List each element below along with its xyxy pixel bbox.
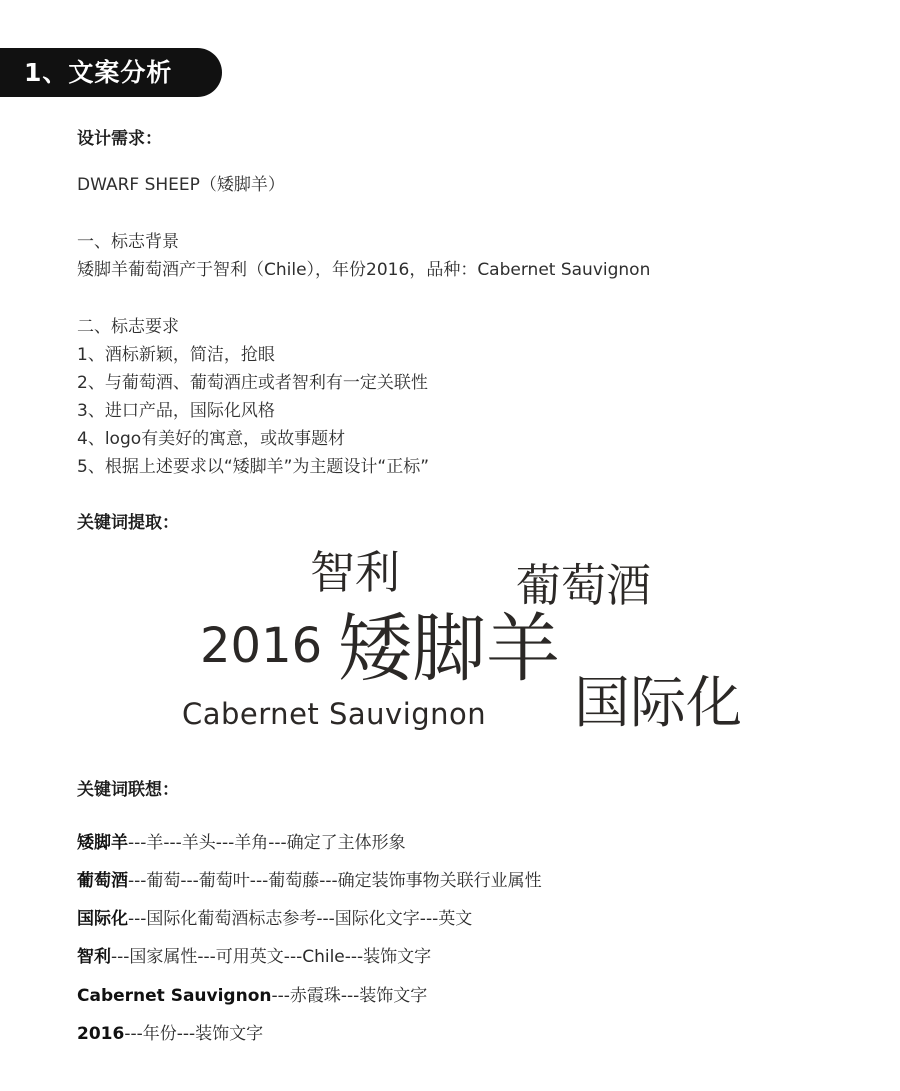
project-name: DWARF SHEEP（矮脚羊） (77, 175, 285, 195)
association-row (77, 904, 472, 929)
association-keyword: 智利 (77, 947, 111, 967)
background-heading: 一、标志背景 (77, 232, 179, 252)
requirement-item: 1、酒标新颖，简洁，抢眼 (77, 345, 275, 365)
keyword-chile: 智利 (310, 546, 401, 599)
association-keyword: 国际化 (77, 909, 128, 929)
association-keyword: 葡萄酒 (77, 871, 128, 891)
association-row (77, 828, 406, 853)
association-chain: ---年份---装饰文字 (124, 1024, 264, 1044)
requirement-item: 5、根据上述要求以“矮脚羊”为主题设计“正标” (77, 457, 430, 477)
association-keyword: Cabernet Sauvignon (77, 986, 272, 1006)
association-chain: ---国际化葡萄酒标志参考---国际化文字---英文 (128, 909, 473, 929)
association-chain: ---国家属性---可用英文---Chile---装饰文字 (111, 947, 432, 967)
keyword-variety: Cabernet Sauvignon (182, 697, 487, 731)
association-row (77, 981, 427, 1006)
requirement-item: 2、与葡萄酒、葡萄酒庄或者智利有一定关联性 (77, 373, 428, 393)
requirement-item: 4、logo有美好的寓意，或故事题材 (77, 429, 346, 449)
association-keyword: 2016 (77, 1024, 125, 1044)
keyword-dwarf-sheep: 矮脚羊 (338, 606, 560, 692)
association-chain: ---葡萄---葡萄叶---葡萄藤---确定装饰事物关联行业属性 (128, 871, 542, 891)
background-text: 矮脚羊葡萄酒产于智利（Chile），年份2016，品种：Cabernet Sauvignon (77, 260, 651, 280)
requirements-heading: 二、标志要求 (77, 317, 179, 337)
keyword-wine: 葡萄酒 (516, 559, 652, 612)
association-chain: ---赤霞珠---装饰文字 (271, 986, 428, 1006)
association-chain: ---羊---羊头---羊角---确定了主体形象 (128, 833, 406, 853)
section-title: 1、文案分析 (0, 48, 222, 97)
design-request-heading: 设计需求： (77, 129, 162, 149)
keyword-year: 2016 (200, 618, 323, 674)
associations-heading: 关键词联想： (77, 780, 179, 800)
association-row (77, 1019, 263, 1044)
requirement-item: 3、进口产品，国际化风格 (77, 401, 275, 421)
association-row (77, 866, 542, 891)
keyword-international: 国际化 (574, 671, 742, 736)
keywords-heading: 关键词提取： (77, 513, 179, 533)
association-keyword: 矮脚羊 (77, 833, 128, 853)
association-row (77, 942, 431, 967)
